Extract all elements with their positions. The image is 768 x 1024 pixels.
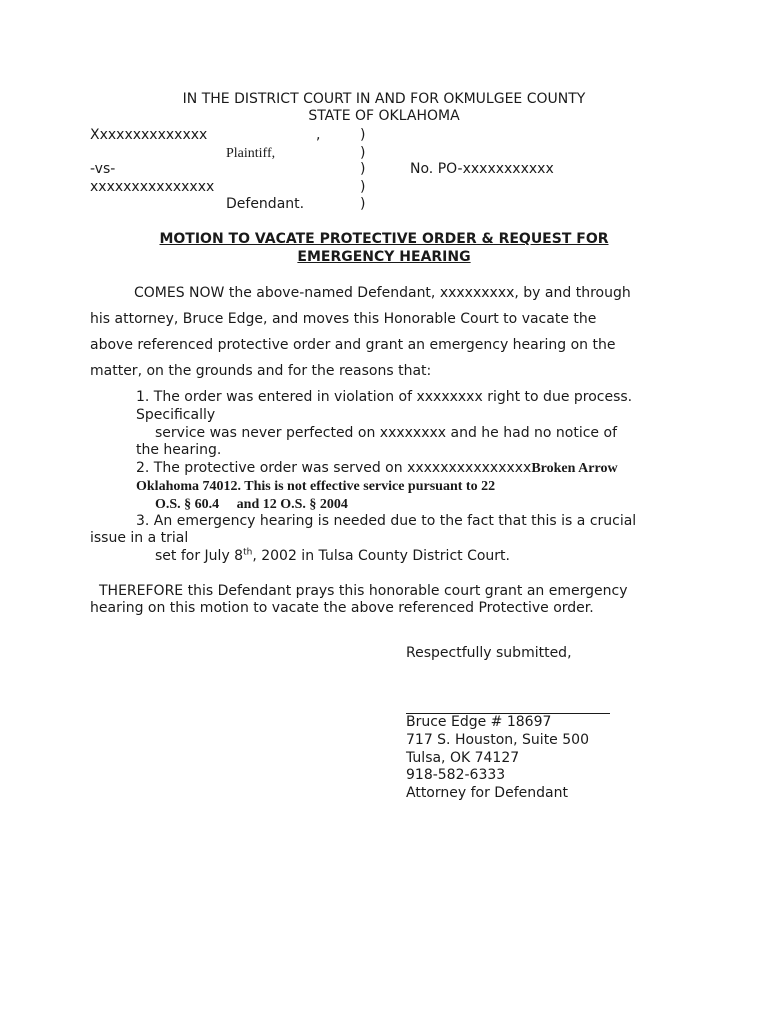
caption-paren: ) [360,179,366,195]
versus: -vs- [90,161,116,177]
caption-paren: ) [360,161,366,177]
plaintiff-label: Plaintiff, [226,146,276,161]
prayer-line: THEREFORE this Defendant prays this honorable court grant an emergency [99,583,628,599]
caption-paren: ) [360,145,366,161]
court-name: IN THE DISTRICT COURT IN AND FOR OKMULGEE COUNTY [182,91,586,107]
item-3-cont [155,548,510,565]
defendant-name: xxxxxxxxxxxxxxx [90,179,215,195]
caption-paren: ) [360,196,366,212]
caption-paren: ) [360,127,366,143]
item-1-cont: the hearing. [136,442,222,458]
intro-line: his attorney, Bruce Edge, and moves this Honorable Court to vacate the [90,311,597,327]
closing: Respectfully submitted, [406,645,572,661]
case-number: No. PO-xxxxxxxxxxx [410,161,554,177]
item-2-address: Broken Arrow [531,461,618,476]
trial-date-text: set for July 8 [155,548,244,564]
intro-line: above referenced protective order and grant an emergency hearing on the [90,337,616,353]
ordinal-suffix: th [243,547,253,558]
item-1: 1. The order was entered in violation of xxxxxxxx right to due process. [136,389,633,405]
motion-title-line2: EMERGENCY HEARING [297,249,471,265]
plaintiff-comma: , [316,127,321,143]
item-2-cont: Oklahoma 74012. This is not effective service pursuant to 22 [136,479,496,494]
attorney-address: 717 S. Houston, Suite 500 [406,732,589,748]
attorney-role: Attorney for Defendant [406,785,568,801]
item-3-cont: issue in a trial [90,530,189,546]
court-state: STATE OF OKLAHOMA [308,108,460,124]
intro-line: COMES NOW the above-named Defendant, xxxxxxxxx, by and through [134,285,631,301]
item-2-statute: O.S. § 60.4 and 12 O.S. § 2004 [155,497,348,512]
motion-title-line1: MOTION TO VACATE PROTECTIVE ORDER & REQUEST FOR [159,231,609,247]
item-1-cont: Specifically [136,407,216,423]
item-2-text: 2. The protective order was served on xxxxxxxxxxxxxxx [136,460,532,476]
trial-location-text: , 2002 in Tulsa County District Court. [252,548,510,564]
attorney-phone: 918-582-6333 [406,767,506,783]
attorney-city: Tulsa, OK 74127 [406,750,520,766]
plaintiff-name: Xxxxxxxxxxxxxx [90,127,208,143]
attorney-name: Bruce Edge # 18697 [406,714,552,730]
item-2 [136,460,618,477]
item-3: 3. An emergency hearing is needed due to the fact that this is a crucial [136,513,637,529]
prayer-line: hearing on this motion to vacate the above referenced Protective order. [90,600,594,616]
intro-line: matter, on the grounds and for the reasons that: [90,363,432,379]
defendant-label: Defendant. [226,196,305,212]
item-1-cont: service was never perfected on xxxxxxxx and he had no notice of [155,425,617,441]
